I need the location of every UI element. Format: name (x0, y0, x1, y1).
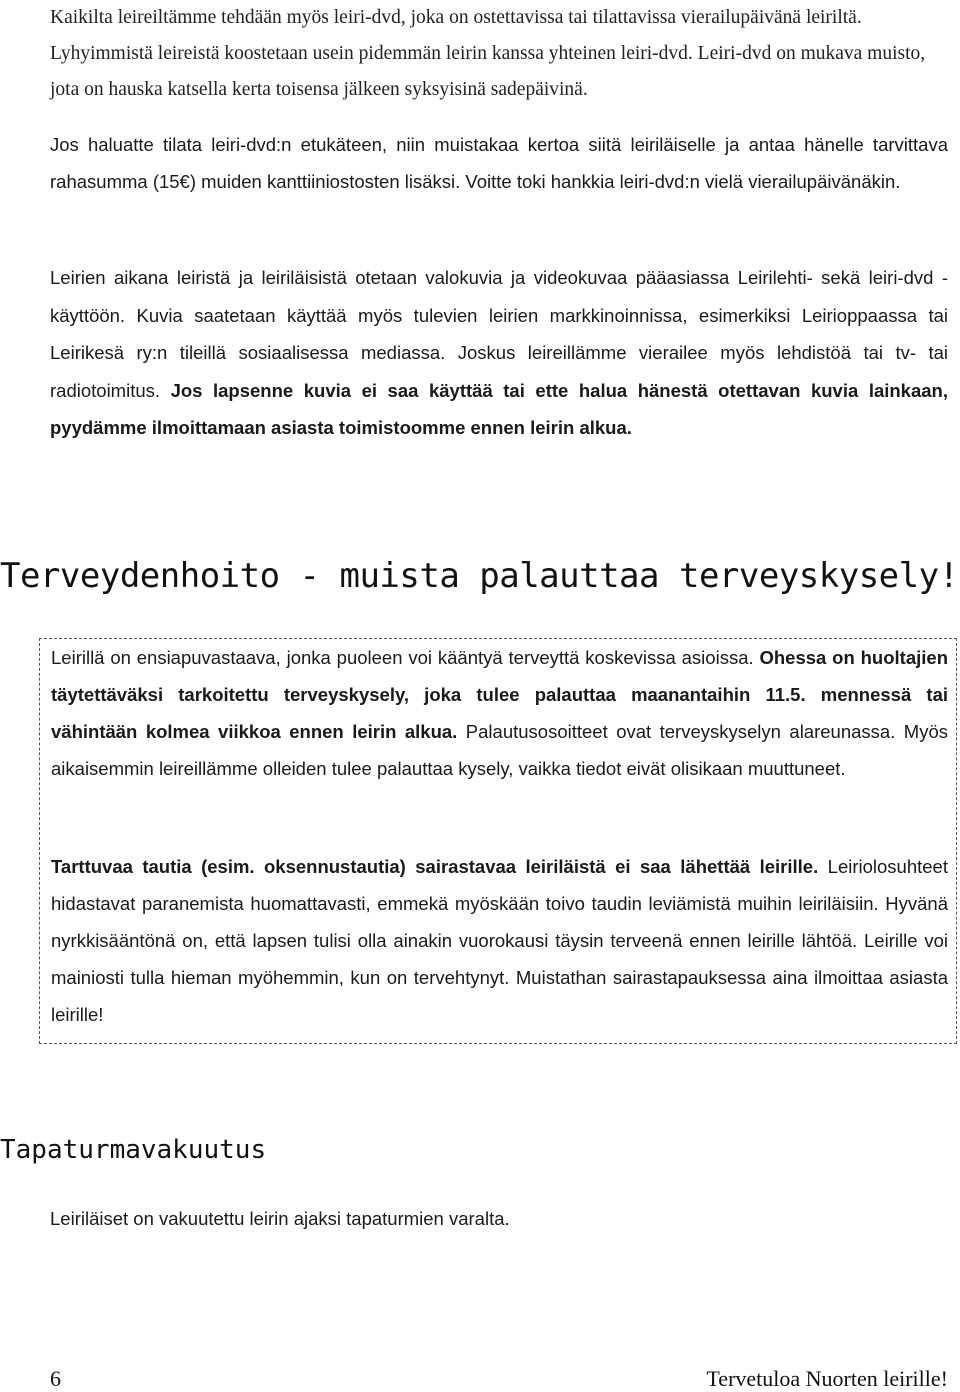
health-para1-text-a: Leirillä on ensiapuvastaava, jonka puoleen voi kääntyä terveyttä koskevissa asioissa. (51, 647, 760, 668)
health-paragraph-1 (51, 639, 948, 787)
health-paragraph-2 (51, 848, 948, 1033)
dvd-order-paragraph: Jos haluatte tilata leiri-dvd:n etukäteen, niin muistakaa kertoa siitä leiriläiselle ja antaa hänelle tarvittava rahasumma (15€) muiden kanttiiniostosten lisäksi. Voitte toki hankkia leiri-dvd:n vielä vierailupäivänäkin. (50, 134, 948, 192)
insurance-section-heading: Tapaturmavakuutus (0, 1135, 267, 1165)
health-para2-text: Leiriolosuhteet hidastavat paranemista huomattavasti, emmekä myöskään toivo taudin leviämistä muihin leiriläisiin. Hyvänä nyrkkisääntönä on, että lapsen tulisi olla ainakin vuorokausi täysin terveenä ennen leirille lähtöä. Leirille voi mainiosti tulla hieman myöhemmin, kun on tervehtynyt. Muistathan sairastapauksessa aina ilmoittaa asiasta leirille! (51, 856, 948, 1025)
health-questionnaire-notice: Ohessa on huoltajien täytettäväksi tarkoitettu terveyskysely, joka tulee palauttaa maanantaihin 11.5. mennessä tai vähintään kolmea viikkoa ennen leirin alkua. (51, 647, 948, 742)
insurance-paragraph: Leiriläiset on vakuutettu leirin ajaksi tapaturmien varalta. (50, 1208, 510, 1229)
health-para1-text-b: Palautusosoitteet ovat terveyskyselyn alareunassa. Myös aikaisemmin leireillämme olleiden tulee palauttaa kysely, vaikka tiedot eivät olisikaan muuttuneet. (51, 721, 949, 779)
photo-paragraph-text: Leirien aikana leiristä ja leiriläisistä otetaan valokuvia ja videokuvaa pääasiassa Leirilehti- sekä leiri-dvd -käyttöön. Kuvia saatetaan käyttää myös tulevien leirien markkinoinnissa, esimerkiksi Leirioppaassa tai Leirikesä ry:n tileillä sosiaalisessa mediassa. Joskus leireillämme vierailee myös lehdistöä tai tv- tai radiotoimitus. (50, 267, 948, 401)
health-info-box (39, 638, 957, 1044)
health-section-heading: Terveydenhoito - muista palauttaa terveyskysely! (0, 556, 959, 596)
photo-consent-notice: Jos lapsenne kuvia ei saa käyttää tai ette halua hänestä otettavan kuvia lainkaan, pyydämme ilmoittamaan asiasta toimistoomme ennen leirin alkua. (50, 379, 948, 438)
photo-paragraph (50, 259, 948, 447)
intro-paragraph: Kaikilta leireiltämme tehdään myös leiri-dvd, joka on ostettavissa tai tilattavissa vierailupäivänä leiriltä. Lyhyimmistä leireistä koostetaan usein pidemmän leirin kanssa yhteinen leiri-dvd. Leiri-dvd on mukava muisto, jota on hauska katsella kerta toisensa jälkeen syksyisinä sadepäivinä. (50, 7, 926, 100)
footer-title: Tervetuloa Nuorten leirille! (706, 1366, 948, 1391)
contagious-illness-notice: Tarttuvaa tautia (esim. oksennustautia) sairastavaa leiriläistä ei saa lähettää leirille. (51, 856, 819, 877)
page-number: 6 (50, 1366, 61, 1391)
